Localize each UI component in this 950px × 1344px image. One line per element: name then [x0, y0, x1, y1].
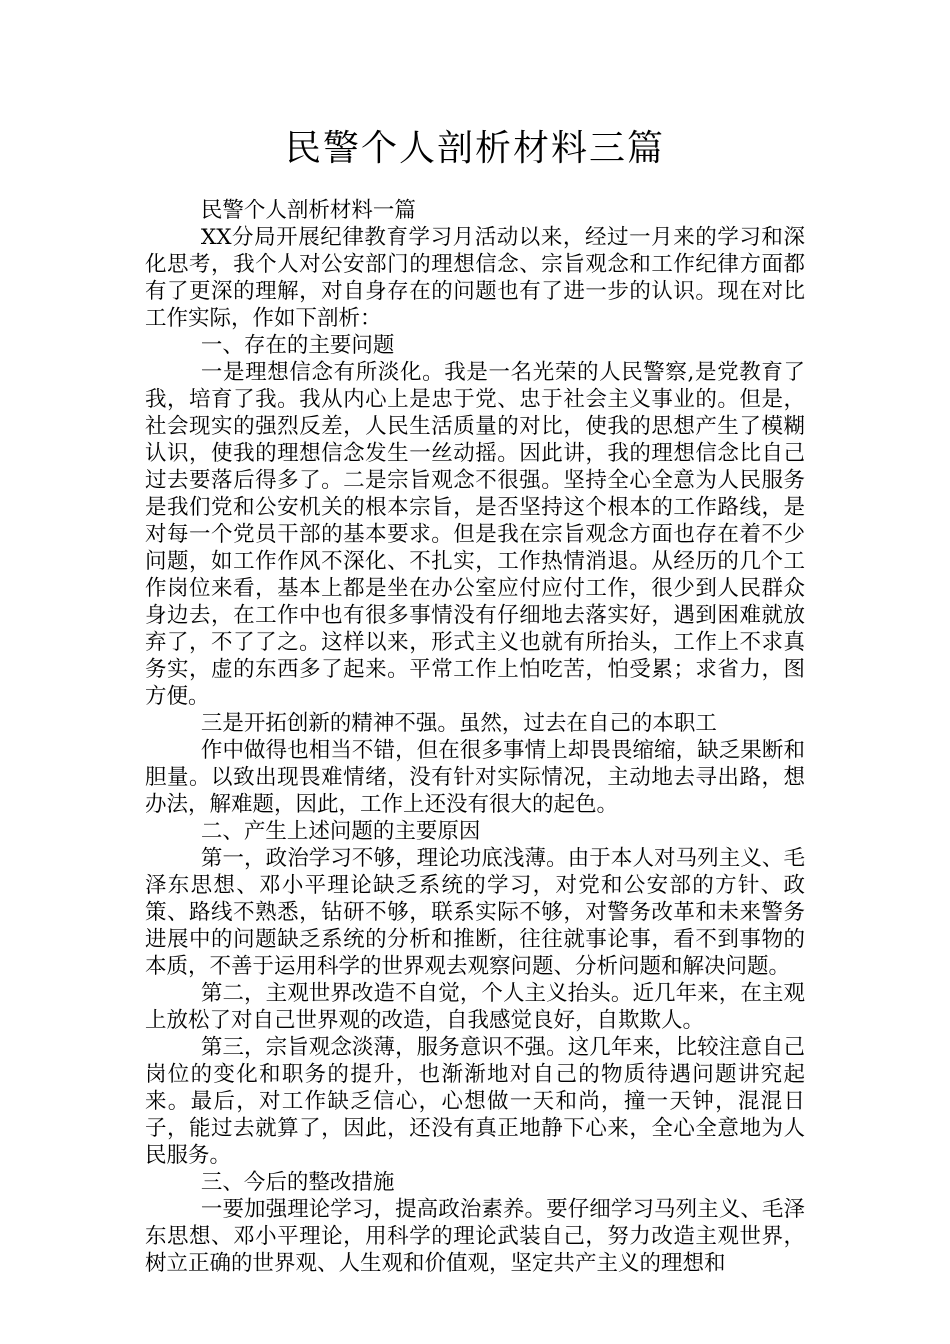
section-heading: 二、产生上述问题的主要原因: [200, 819, 481, 844]
section-heading: 民警个人剖析材料一篇: [200, 198, 416, 223]
section-heading: 一、存在的主要问题: [200, 333, 395, 358]
paragraph: 第三，宗旨观念淡薄，服务意识不强。这几年来，比较注意自己岗位的变化和职务的提升，也渐渐地对自己的物质待遇问题讲究起来。最后，对工作缺乏信心，心想做一天和尚，撞一天钟，混混日子，能过去就算了，因此，还没有真正地静下心来，全心全意地为人民服务。: [145, 1035, 805, 1168]
paragraph: 第一，政治学习不够，理论功底浅薄。由于本人对马列主义、毛泽东思想、邓小平理论缺乏系统的学习，对党和公安部的方针、政策、路线不熟悉，钻研不够，联系实际不够，对警务改革和未来警务进展中的问题缺乏系统的分析和推断，往往就事论事，看不到事物的本质，不善于运用科学的世界观去观察问题、分析问题和解决问题。: [145, 846, 805, 979]
document-title: 民警个人剖析材料三篇: [284, 128, 665, 169]
document-body: [145, 197, 805, 1277]
paragraph: 一要加强理论学习，提高政治素养。要仔细学习马列主义、毛泽东思想、邓小平理论，用科学的理论武装自己，努力改造主观世界，树立正确的世界观、人生观和价值观，坚定共产主义的理想和: [145, 1197, 805, 1276]
paragraph: 第二，主观世界改造不自觉，个人主义抬头。近几年来，在主观上放松了对自己世界观的改造，自我感觉良好，自欺欺人。: [145, 981, 805, 1033]
paragraph: 三是开拓创新的精神不强。虽然，过去在自己的本职工: [200, 711, 717, 736]
section-heading: 三、今后的整改措施: [200, 1170, 395, 1195]
paragraph: XX分局开展纪律教育学习月活动以来，经过一月来的学习和深化思考，我个人对公安部门的理想信念、宗旨观念和工作纪律方面都有了更深的理解，对自身存在的问题也有了进一步的认识。现在对比工作实际，作如下剖析：: [145, 225, 805, 331]
paragraph: 作中做得也相当不错，但在很多事情上却畏畏缩缩，缺乏果断和胆量。以致出现畏难情绪，没有针对实际情况，主动地去寻出路，想办法，解难题，因此，工作上还没有很大的起色。: [145, 738, 805, 817]
paragraph: 一是理想信念有所淡化。我是一名光荣的人民警察,是党教育了我，培育了我。我从内心上是忠于党、忠于社会主义事业的。但是，社会现实的强烈反差，人民生活质量的对比，使我的思想产生了模糊认识，使我的理想信念发生一丝动摇。因此讲，我的理想信念比自己过去要落后得多了。二是宗旨观念不很强。坚持全心全意为人民服务是我们党和公安机关的根本宗旨，是否坚持这个根本的工作路线，是对每一个党员干部的基本要求。但是我在宗旨观念方面也存在着不少问题，如工作作风不深化、不扎实，工作热情消退。从经历的几个工作岗位来看，基本上都是坐在办公室应付应付工作，很少到人民群众身边去，在工作中也有很多事情没有仔细地去落实好，遇到困难就放弃了，不了了之。这样以来，形式主义也就有所抬头，工作上不求真务实，虚的东西多了起来。平常工作上怕吃苦，怕受累；求省力，图方便。: [145, 360, 805, 709]
